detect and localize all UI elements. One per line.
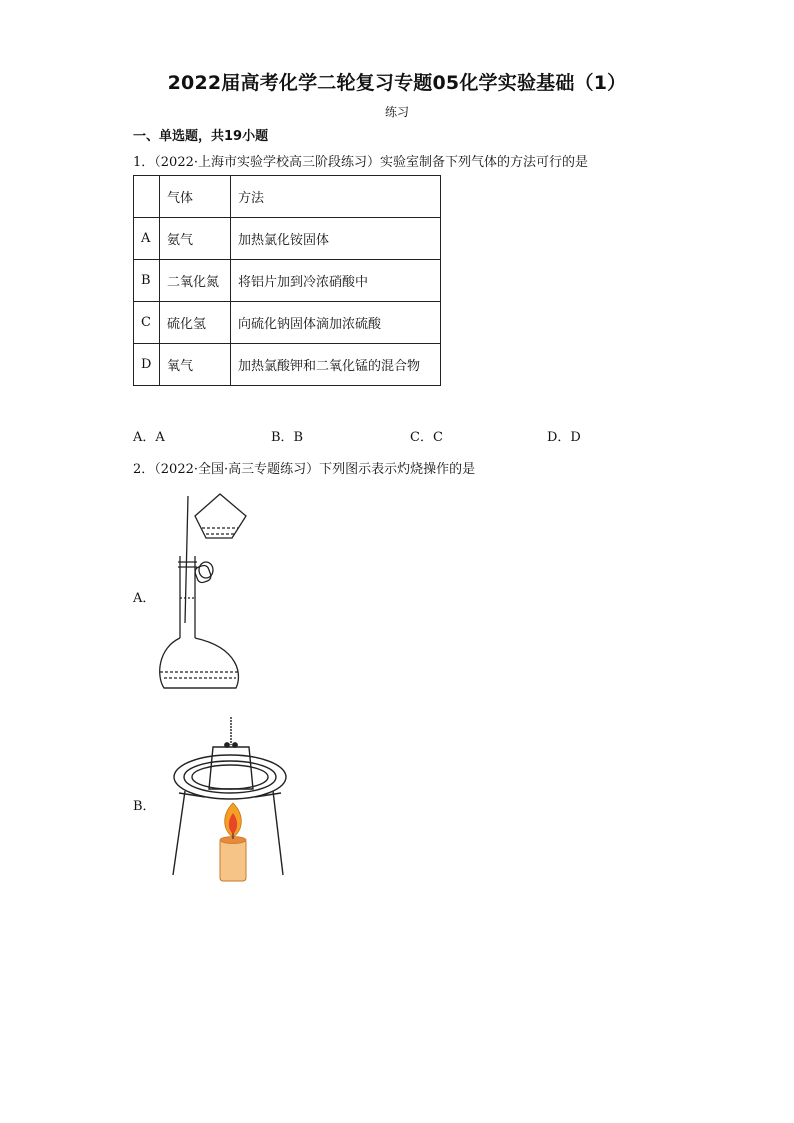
glass-rod	[185, 496, 188, 623]
table-cell: 加热氯化铵固体	[231, 218, 441, 260]
q2-option-b-label[interactable]: B．	[133, 799, 156, 814]
question-2-stem: 2．（2022·全国·高三专题练习）下列图示表示灼烧操作的是	[133, 462, 476, 477]
table-cell: 向硫化钠固体滴加浓硫酸	[231, 302, 441, 344]
table-header-cell	[134, 176, 160, 218]
table-cell: C	[134, 302, 160, 344]
table-cell: B	[134, 260, 160, 302]
tripod-leg	[273, 791, 283, 875]
table-row	[134, 302, 441, 344]
q1-option-b[interactable]: B．B	[271, 430, 304, 445]
page-title: 2022届高考化学二轮复习专题05化学实验基础（1）	[167, 72, 627, 94]
section-heading: 一、单选题，共19小题	[133, 129, 269, 144]
table-cell: 氧气	[160, 344, 231, 386]
table-row	[134, 260, 441, 302]
q2-option-a-label[interactable]: A．	[133, 591, 156, 606]
table-header-cell: 气体	[160, 176, 231, 218]
crucible-heating-figure	[165, 715, 295, 890]
tilted-beaker	[195, 494, 246, 538]
question-1-table	[133, 175, 441, 386]
question-1-stem: 1．（2022·上海市实验学校高三阶段练习）实验室制备下列气体的方法可行的是	[133, 155, 588, 170]
table-row	[134, 344, 441, 386]
table-cell: A	[134, 218, 160, 260]
page-subtitle: 练习	[384, 105, 409, 119]
q1-option-c[interactable]: C．C	[410, 430, 443, 445]
table-header-row	[134, 176, 441, 218]
q1-option-a[interactable]: A．A	[133, 430, 165, 445]
crucible	[209, 747, 253, 789]
table-row	[134, 218, 441, 260]
table-cell: 硫化氢	[160, 302, 231, 344]
q1-option-d[interactable]: D．D	[547, 430, 581, 445]
tripod-leg	[173, 791, 185, 875]
table-cell: 二氧化氮	[160, 260, 231, 302]
table-header-cell: 方法	[231, 176, 441, 218]
table-cell: 加热氯酸钾和二氧化锰的混合物	[231, 344, 441, 386]
volumetric-flask-transfer-figure	[150, 488, 260, 703]
flame-icon	[225, 803, 242, 837]
table-cell: 氨气	[160, 218, 231, 260]
flask-body	[160, 638, 239, 688]
table-cell: 将铝片加到冷浓硝酸中	[231, 260, 441, 302]
candle-icon	[220, 833, 246, 881]
table-cell: D	[134, 344, 160, 386]
